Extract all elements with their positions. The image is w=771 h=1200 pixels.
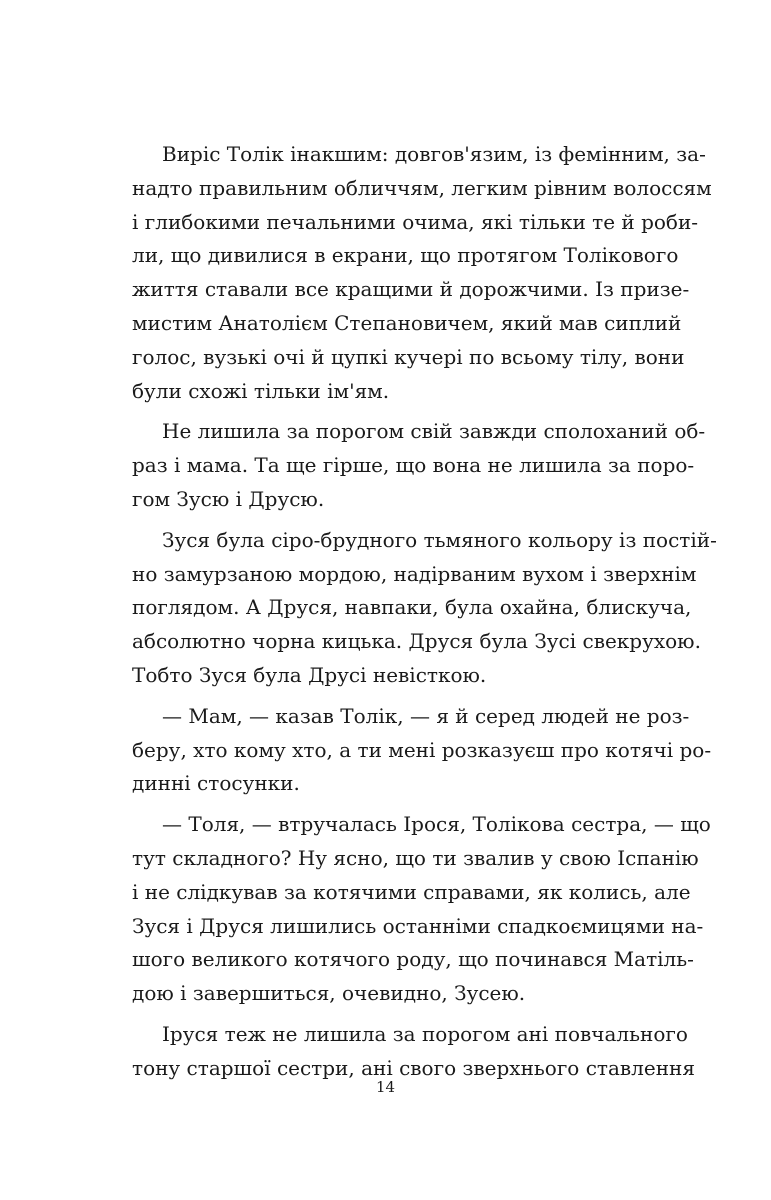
- text-line: і глибокими печальними очима, які тільки те й роби-: [132, 209, 699, 234]
- paragraph: [132, 808, 711, 1011]
- text-line: життя ставали все кращими й дорожчими. Із призе-: [132, 277, 690, 302]
- body-text: [132, 138, 717, 1093]
- text-line: і не слідкував за котячими справами, як колись, але: [132, 879, 691, 904]
- text-line: — Толя, — втручалась Ірося, Толікова сестра, — що: [162, 812, 711, 837]
- text-line: ли, що дивилися в екрани, що протягом Толікового: [132, 243, 679, 268]
- text-line: мистим Анатолієм Степановичем, який мав сиплий: [132, 310, 682, 335]
- text-line: абсолютно чорна кицька. Друся була Зусі свекрухою.: [132, 629, 701, 654]
- text-line: були схожі тільки ім'ям.: [132, 378, 390, 403]
- text-line: но замурзаною мордою, надірваним вухом і зверхнім: [132, 561, 697, 586]
- text-line: поглядом. А Друся, навпаки, була охайна, блискуча,: [132, 595, 692, 620]
- page-number: 14: [375, 1078, 396, 1096]
- text-line: динні стосунки.: [132, 771, 300, 796]
- text-line: дою і завершиться, очевидно, Зусею.: [132, 981, 526, 1006]
- text-line: надто правильним обличчям, легким рівним волоссям: [132, 175, 712, 200]
- text-line: раз і мама. Та ще гірше, що вона не лишила за поро-: [132, 453, 695, 478]
- paragraph: [132, 1018, 695, 1086]
- text-line: Зуся і Друся лишились останніми спадкоємицями на-: [132, 913, 704, 938]
- text-line: Зуся була сіро-брудного тьмяного кольору із постій-: [162, 527, 717, 552]
- text-line: Не лишила за порогом свій завжди сполоханий об-: [162, 419, 706, 444]
- paragraph: [132, 700, 712, 801]
- text-line: Виріс Толік інакшим: довгов'язим, із фемінним, за-: [162, 142, 706, 166]
- text-line: тут складного? Ну ясно, що ти звалив у свою Іспанію: [132, 845, 699, 870]
- text-line: шого великого котячого роду, що починався Матіль-: [132, 947, 694, 972]
- paragraph: [132, 415, 706, 516]
- text-line: тону старшої сестри, ані свого зверхнього ставлення: [132, 1055, 695, 1080]
- text-line: Тобто Зуся була Друсі невісткою.: [132, 662, 487, 687]
- text-line: голос, вузькі очі й цупкі кучері по всьому тілу, вони: [132, 344, 685, 369]
- paragraph: [132, 524, 717, 693]
- paragraph: [132, 138, 712, 408]
- text-line: Іруся теж не лишила за порогом ані повчального: [162, 1021, 688, 1046]
- text-line: — Мам, — казав Толік, — я й серед людей не роз-: [162, 703, 690, 728]
- text-line: гом Зусю і Друсю.: [132, 486, 325, 511]
- text-line: беру, хто кому хто, а ти мені розказуєш про котячі ро-: [132, 737, 712, 762]
